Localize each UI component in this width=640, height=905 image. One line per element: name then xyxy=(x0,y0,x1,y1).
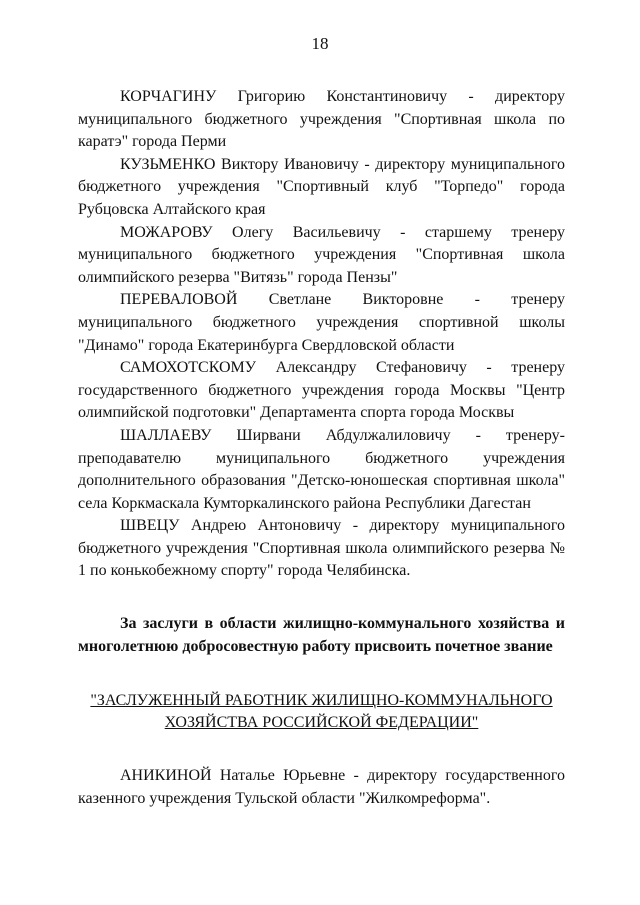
page-number: 18 xyxy=(311,34,329,53)
honorary-title-line-2: ХОЗЯЙСТВА РОССИЙСКОЙ ФЕДЕРАЦИИ" xyxy=(164,714,479,732)
award-entry: КУЗЬМЕНКО Виктору Ивановичу - директору муниципального бюджетного учреждения "Спортивный клуб "Торпедо" города Рубцовска Алтайского края xyxy=(78,155,565,218)
honorary-title-line-1: "ЗАСЛУЖЕННЫЙ РАБОТНИК ЖИЛИЩНО-КОММУНАЛЬНОГО xyxy=(90,692,553,710)
section-heading: За заслуги в области жилищно-коммунального хозяйства и многолетнюю добросовестную работу присвоить почетное звание xyxy=(78,615,565,655)
award-entry: САМОХОТСКОМУ Александру Стефановичу - тренеру государственного бюджетного учреждения города Москвы "Центр олимпийской подготовки" Департамента спорта города Москвы xyxy=(78,359,565,422)
award-entry-final: АНИКИНОЙ Наталье Юрьевне - директору государственного казенного учреждения Тульской области "Жилкомреформа". xyxy=(78,767,565,807)
award-entry: КОРЧАГИНУ Григорию Константиновичу - директору муниципального бюджетного учреждения "Спортивная школа по каратэ" города Перми xyxy=(78,88,565,151)
award-entry: ШАЛЛАЕВУ Ширвани Абдулжалиловичу - тренеру-преподавателю муниципального бюджетного учреждения дополнительного образования "Детско-юношеская спортивная школа" села Коркмаскала Кумторкалинского района Республики Дагестан xyxy=(78,426,565,512)
award-entry: ПЕРЕВАЛОВОЙ Светлане Викторовне - тренеру муниципального бюджетного учреждения спортивной школы "Динамо" города Екатеринбурга Свердловской области xyxy=(78,291,565,354)
award-entry: МОЖАРОВУ Олегу Васильевичу - старшему тренеру муниципального бюджетного учреждения "Спортивная школа олимпийского резерва "Витязь" города Пензы" xyxy=(78,223,565,286)
document-body xyxy=(78,86,565,826)
award-entry: ШВЕЦУ Андрею Антоновичу - директору муниципального бюджетного учреждения "Спортивная школа олимпийского резерва № 1 по конькобежному спорту" города Челябинска. xyxy=(78,517,565,580)
honorary-title xyxy=(78,690,565,734)
